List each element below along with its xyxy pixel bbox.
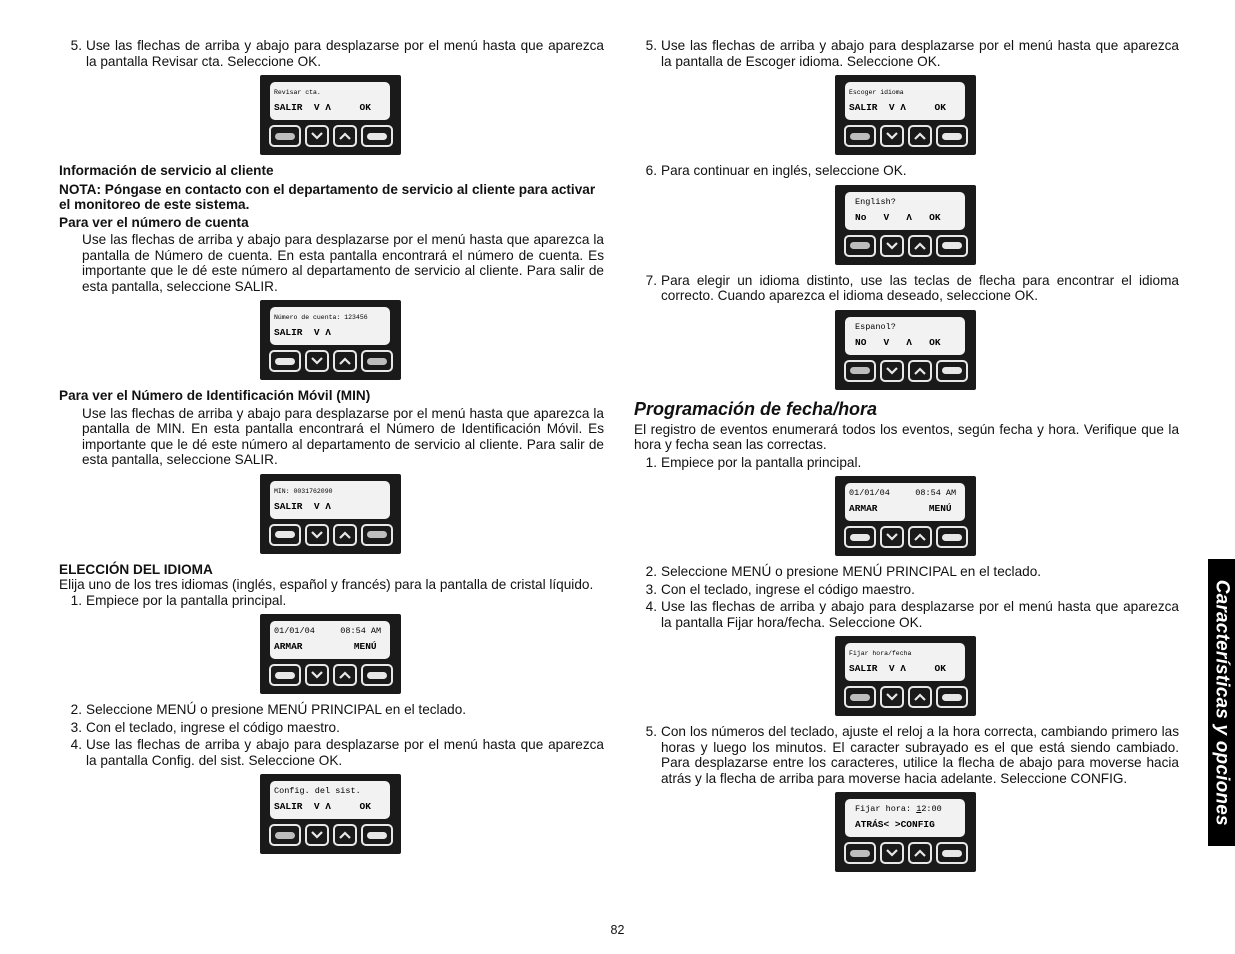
chevron-up-icon	[339, 531, 351, 539]
step-item	[634, 455, 1179, 471]
step-item	[59, 702, 604, 718]
step-text: Empiece por la pantalla principal.	[86, 592, 287, 608]
right-soft-key[interactable]	[361, 824, 393, 846]
step-item	[634, 38, 1179, 69]
chevron-up-icon	[339, 132, 351, 140]
note-text: NOTA: Póngase en contacto con el departamento de servicio al cliente para activar el monitoreo de este sistema.	[59, 181, 596, 212]
subsection-heading: Para ver el Número de Identificación Móvil (MIN)	[59, 388, 371, 403]
down-arrow-key[interactable]	[305, 664, 329, 686]
step-text: Use las flechas de arriba y abajo para desplazarse por el menú hasta que aparezca la pantalla Revisar cta. Seleccione OK.	[86, 38, 604, 69]
step-item	[59, 737, 604, 768]
chevron-up-icon	[914, 132, 926, 140]
step-text: Seleccione MENÚ o presione MENÚ PRINCIPAL en el teclado.	[661, 564, 1042, 579]
lcd-screen	[845, 483, 965, 521]
right-soft-key[interactable]	[936, 125, 968, 147]
up-arrow-key[interactable]	[908, 842, 932, 864]
chevron-down-icon	[311, 831, 323, 839]
chevron-down-icon	[886, 693, 898, 701]
lcd-text: Fijar hora:	[855, 804, 917, 814]
step-number: 1.	[645, 454, 657, 470]
chevron-up-icon	[914, 367, 926, 375]
lcd-screen	[270, 481, 390, 519]
down-arrow-key[interactable]	[305, 125, 329, 147]
step-number: 3.	[645, 581, 657, 597]
right-soft-key[interactable]	[361, 125, 393, 147]
up-arrow-key[interactable]	[333, 524, 357, 546]
keypad-display	[835, 792, 976, 872]
step-text: Use las flechas de arriba y abajo para desplazarse por el menú hasta que aparezca la pantalla Fijar hora/fecha. Seleccione OK.	[661, 599, 1179, 630]
up-arrow-key[interactable]	[908, 686, 932, 708]
left-soft-key[interactable]	[844, 686, 876, 708]
step-number: 5.	[70, 38, 82, 53]
step-number: 5.	[645, 724, 657, 739]
lcd-line-2: ARMAR MENÚ	[849, 503, 952, 514]
step-item	[634, 724, 1179, 786]
down-arrow-key[interactable]	[880, 125, 904, 147]
chevron-up-icon	[339, 671, 351, 679]
soft-keys	[269, 350, 393, 374]
side-tab-label: Características y opciones	[1211, 579, 1233, 826]
lcd-line-2: SALIR V Λ OK	[849, 663, 946, 674]
left-soft-key[interactable]	[269, 125, 301, 147]
keypad-display	[260, 300, 401, 380]
right-soft-key[interactable]	[936, 842, 968, 864]
left-soft-key[interactable]	[844, 360, 876, 382]
lcd-line-1: 01/01/04 08:54 AM	[274, 626, 382, 636]
step-text: Use las flechas de arriba y abajo para desplazarse por el menú hasta que aparezca la pantalla de Escoger idioma. Seleccione OK.	[661, 38, 1179, 69]
down-arrow-key[interactable]	[880, 842, 904, 864]
step-text: Con los números del teclado, ajuste el reloj a la hora correcta, cambiando primero las horas y luego los minutos. El caracter subrayado es el que está siendo cambiado. Para desplazarse entre los caracteres, utilice la flecha de abajo para moverse hacia atrás y la flecha de arriba para moverse hacia adelante. Seleccione CONFIG.	[661, 724, 1179, 786]
chevron-down-icon	[886, 849, 898, 857]
left-soft-key[interactable]	[844, 526, 876, 548]
side-tab	[1208, 559, 1235, 846]
lcd-screen	[845, 799, 965, 837]
step-number: 4.	[70, 737, 82, 752]
step-item	[59, 593, 604, 609]
chevron-down-icon	[886, 132, 898, 140]
lcd-line-2: SALIR V Λ OK	[274, 801, 371, 812]
step-number: 2.	[645, 564, 657, 579]
soft-keys	[269, 125, 393, 149]
keypad-display	[260, 614, 401, 694]
up-arrow-key[interactable]	[908, 235, 932, 257]
step-number: 5.	[645, 38, 657, 53]
lcd-line-2: SALIR V Λ OK	[849, 102, 946, 113]
right-soft-key[interactable]	[936, 360, 968, 382]
subsection-heading: Para ver el número de cuenta	[59, 214, 249, 230]
keypad-display	[835, 476, 976, 556]
step-text: Con el teclado, ingrese el código maestro.	[661, 581, 915, 597]
lcd-line-2: SALIR V Λ	[274, 500, 332, 512]
keypad-display	[835, 310, 976, 390]
down-arrow-key[interactable]	[880, 360, 904, 382]
up-arrow-key[interactable]	[333, 125, 357, 147]
lcd-line-1: Fijar hora/fecha	[849, 650, 912, 657]
soft-keys	[844, 360, 968, 384]
lcd-line-1: Número de cuenta: 123456	[274, 314, 368, 321]
step-number: 4.	[645, 599, 657, 614]
lcd-screen	[845, 317, 965, 355]
up-arrow-key[interactable]	[908, 125, 932, 147]
soft-keys	[269, 824, 393, 848]
lcd-line-2: ATRÁS< >CONFIG	[855, 819, 935, 830]
left-column	[59, 38, 604, 862]
step-number: 6.	[645, 163, 657, 178]
up-arrow-key[interactable]	[333, 350, 357, 372]
down-arrow-key[interactable]	[305, 524, 329, 546]
paragraph: Use las flechas de arriba y abajo para desplazarse por el menú hasta que aparezca la pantalla de MIN. En esta pantalla encontrará el Número de Identificación Móvil. Es importante que le dé este número al departamento de servicio al cliente. Para salir de esta pantalla, seleccione SALIR.	[82, 405, 604, 467]
step-text: Seleccione MENÚ o presione MENÚ PRINCIPAL en el teclado.	[86, 702, 467, 717]
soft-keys	[844, 526, 968, 550]
lcd-line-2: No V Λ OK	[855, 211, 941, 223]
chevron-down-icon	[311, 671, 323, 679]
chevron-down-icon	[311, 357, 323, 365]
lcd-screen	[270, 307, 390, 345]
section-title: Programación de fecha/hora	[634, 398, 878, 419]
lcd-line-1: Config. del sist.	[274, 786, 361, 796]
step-item	[59, 38, 604, 69]
lcd-line-1: 01/01/04 08:54 AM	[849, 488, 957, 498]
lcd-line-2: SALIR V Λ OK	[274, 102, 371, 113]
lcd-screen	[845, 192, 965, 230]
soft-keys	[844, 125, 968, 149]
left-soft-key[interactable]	[844, 842, 876, 864]
chevron-up-icon	[914, 849, 926, 857]
down-arrow-key[interactable]	[305, 824, 329, 846]
section-heading: Información de servicio al cliente	[59, 163, 274, 178]
left-soft-key[interactable]	[269, 824, 301, 846]
down-arrow-key[interactable]	[305, 350, 329, 372]
chevron-down-icon	[886, 533, 898, 541]
chevron-up-icon	[914, 533, 926, 541]
up-arrow-key[interactable]	[908, 360, 932, 382]
left-soft-key[interactable]	[844, 235, 876, 257]
lcd-line-2: SALIR V Λ	[274, 327, 332, 338]
keypad-display	[835, 636, 976, 716]
step-item	[634, 273, 1179, 304]
step-number: 1.	[70, 592, 82, 608]
chevron-up-icon	[339, 357, 351, 365]
keypad-display	[835, 185, 976, 265]
lcd-line-1: English?	[855, 196, 896, 207]
up-arrow-key[interactable]	[908, 526, 932, 548]
lcd-line-1	[855, 805, 942, 814]
step-item	[634, 599, 1179, 630]
left-soft-key[interactable]	[269, 524, 301, 546]
left-soft-key[interactable]	[269, 350, 301, 372]
soft-keys	[269, 664, 393, 688]
left-soft-key[interactable]	[269, 664, 301, 686]
right-column	[634, 38, 1179, 880]
lcd-line-1: Espanol?	[855, 321, 896, 332]
down-arrow-key[interactable]	[880, 686, 904, 708]
right-soft-key[interactable]	[936, 235, 968, 257]
paragraph: Use las flechas de arriba y abajo para desplazarse por el menú hasta que aparezca la pantalla de Número de cuenta. En esta pantalla encontrará el número de cuenta. Es importante que le dé este número al departamento de servicio al cliente. Para salir de esta pantalla, seleccione SALIR.	[82, 232, 604, 294]
keypad-display	[260, 474, 401, 554]
step-text: Con el teclado, ingrese el código maestro.	[86, 719, 340, 735]
soft-keys	[844, 842, 968, 866]
up-arrow-key[interactable]	[333, 824, 357, 846]
right-soft-key[interactable]	[361, 524, 393, 546]
step-number: 3.	[70, 719, 82, 735]
keypad-display	[835, 75, 976, 155]
keypad-display	[260, 75, 401, 155]
chevron-down-icon	[886, 367, 898, 375]
lcd-text: 2:00	[921, 804, 942, 814]
lcd-line-1: Escoger idioma	[849, 89, 904, 96]
step-item	[634, 564, 1179, 580]
step-text: Para elegir un idioma distinto, use las teclas de flecha para encontrar el idioma correcto. Cuando aparezca el idioma deseado, seleccione OK.	[661, 272, 1179, 303]
right-soft-key[interactable]	[361, 664, 393, 686]
right-soft-key[interactable]	[936, 686, 968, 708]
chevron-down-icon	[886, 242, 898, 250]
lcd-line-1: Revisar cta.	[274, 89, 321, 96]
step-item	[634, 582, 1179, 598]
right-soft-key[interactable]	[936, 526, 968, 548]
soft-keys	[269, 524, 393, 548]
step-text: Empiece por la pantalla principal.	[661, 454, 862, 470]
chevron-up-icon	[914, 693, 926, 701]
up-arrow-key[interactable]	[333, 664, 357, 686]
step-item	[59, 720, 604, 736]
lcd-line-1: MIN: 0031762090	[274, 487, 333, 495]
paragraph: El registro de eventos enumerará todos los eventos, según fecha y hora. Verifique que la hora y fecha sean las correctas.	[634, 421, 1179, 452]
step-number: 7.	[645, 272, 657, 288]
page-number: 82	[610, 923, 625, 937]
right-soft-key[interactable]	[361, 350, 393, 372]
down-arrow-key[interactable]	[880, 235, 904, 257]
step-text: Para continuar en inglés, seleccione OK.	[661, 163, 907, 178]
lcd-cursor-char: 1	[916, 804, 922, 814]
paragraph: Elija uno de los tres idiomas (inglés, español y francés) para la pantalla de cristal líquido.	[59, 577, 594, 592]
keypad-display	[260, 774, 401, 854]
chevron-down-icon	[311, 531, 323, 539]
chevron-up-icon	[339, 831, 351, 839]
step-text: Use las flechas de arriba y abajo para desplazarse por el menú hasta que aparezca la pantalla Config. del sist. Seleccione OK.	[86, 737, 604, 768]
lcd-screen	[270, 82, 390, 120]
step-number: 2.	[70, 702, 82, 717]
left-soft-key[interactable]	[844, 125, 876, 147]
soft-keys	[844, 235, 968, 259]
lcd-screen	[270, 621, 390, 659]
lcd-line-2: ARMAR MENÚ	[274, 641, 377, 652]
down-arrow-key[interactable]	[880, 526, 904, 548]
lcd-line-2: NO V Λ OK	[855, 336, 941, 348]
section-heading: ELECCIÓN DEL IDIOMA	[59, 561, 213, 577]
lcd-screen	[845, 643, 965, 681]
chevron-down-icon	[311, 132, 323, 140]
lcd-screen	[845, 82, 965, 120]
soft-keys	[844, 686, 968, 710]
lcd-screen	[270, 781, 390, 819]
step-item	[634, 163, 1179, 179]
chevron-up-icon	[914, 242, 926, 250]
